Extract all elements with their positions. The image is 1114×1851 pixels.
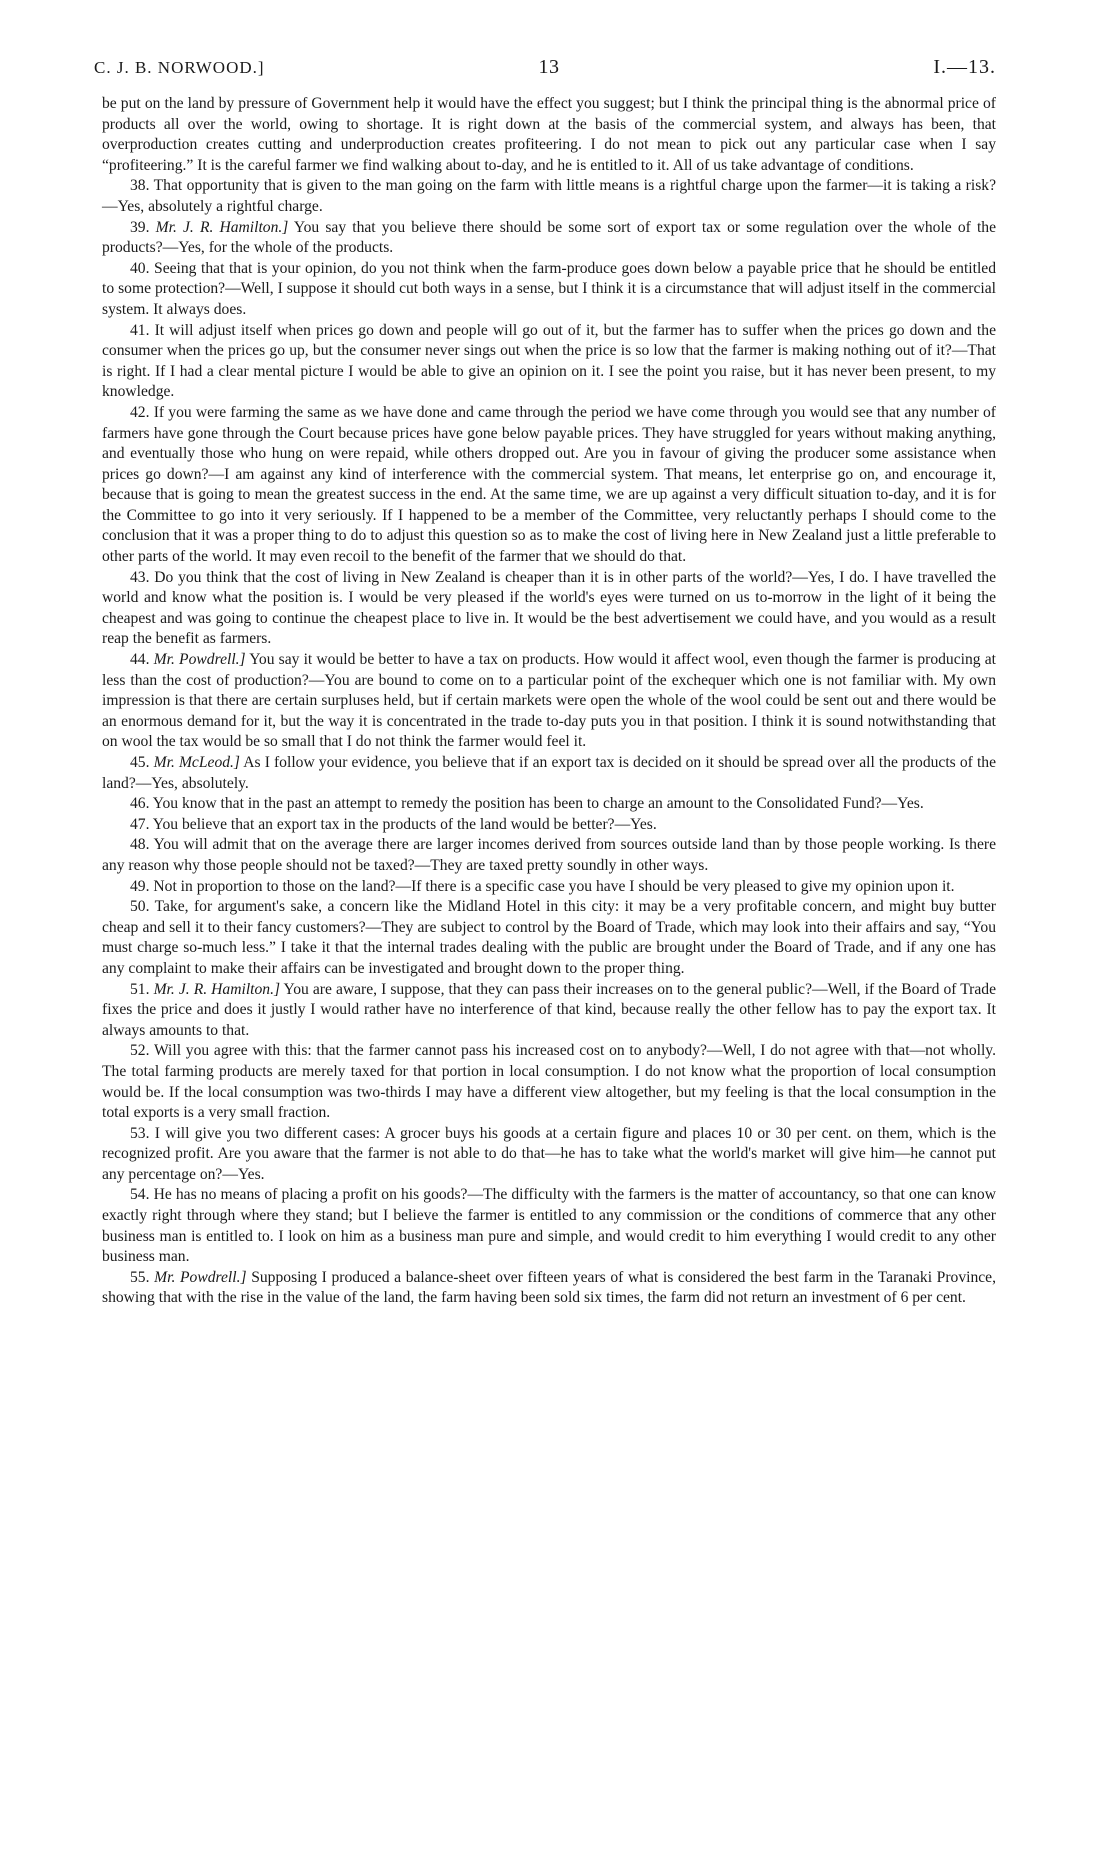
header-witness-name: C. J. B. NORWOOD.] [94, 58, 265, 77]
evidence-body [102, 94, 996, 1309]
question-40: 40. Seeing that that is your opinion, do you not think when the farm-produce goes down below a payable price that he should be entitled to some protection?—Well, I suppose it should cut both ways in a sense, but I think it is a circumstance that will adjust itself in the commercial system. It always does. [102, 259, 996, 318]
question-49: 49. Not in proportion to those on the land?—If there is a specific case you have I should be very pleased to give my opinion upon it. [130, 877, 955, 895]
speaker-name: Mr. J. R. Hamilton.] [153, 980, 281, 998]
question-47: 47. You believe that an export tax in the products of the land would be better?—Yes. [130, 815, 657, 833]
page-number: 13 [538, 56, 560, 78]
paragraph-continuation: be put on the land by pressure of Government help it would have the effect you suggest; but I think the principal thing is the abnormal price of products all over the world, owing to shortage. It is right down at the basis of the commercial system, and always has been, that overproduction creates cutting and underproduction creates profiteering. I do not mean to pick out any particular case when I say “profiteering.” It is the careful farmer we find walking about to-day, and he is entitled to it. All of us take advantage of conditions. [102, 95, 996, 174]
question-41: 41. It will adjust itself when prices go down and people will go out of it, but the farmer has to suffer when the prices go down and the consumer when the prices go up, but the consumer never sings out when the price is so low that the farmer is making nothing out of it?—That is right. If I had a clear mental picture I would be able to give an opinion on it. I see the point you raise, but it has never been present, to my knowledge. [102, 321, 996, 401]
question-42: 42. If you were farming the same as we have done and came through the period we have come through you would see that any number of farmers have gone through the Court because prices have gone below payable prices. They have struggled for years without making anything, and eventually those who hung on were repaid, while others dropped out. Are you in favour of giving the producer some assistance when prices go down?—I am against any kind of interference with the commercial system. That means, let enterprise go on, and encourage it, because that is going to mean the greatest success in the end. At the same time, we are up against a very difficult situation to-day, and it is for the Committee to go into it very seriously. If I happened to be a member of the Committee, very reluctantly perhaps I should come to the conclusion that it was a proper thing to do to adjust this question so as to make the cost of living here in New Zealand just a little preferable to other parts of the world. It may even recoil to the benefit of the farmer that we should do that. [102, 403, 996, 566]
question-52: 52. Will you agree with this: that the farmer cannot pass his increased cost on to anybody?—Well, I do not agree with that—not wholly. The total farming products are merely taxed for that portion in local consumption. I do not know what the proportion of local consumption would be. If the local consumption was two-thirds I may have a different view altogether, but my feeling is that the local consumption in the total exports is a very small fraction. [102, 1042, 996, 1122]
question-48: 48. You will admit that on the average there are larger incomes derived from sources outside land than by those people working. Is there any reason why those people should not be taxed?—They are taxed pretty soundly in other ways. [102, 836, 996, 874]
paper-reference: I.—13. [933, 56, 996, 78]
page-header [94, 56, 996, 90]
speaker-name: Mr. Powdrell.] [153, 651, 246, 669]
document-page [94, 56, 997, 1309]
question-51: 51. Mr. J. R. Hamilton.] You are aware, I suppose, that they can pass their increases on to the general public?—Well, if the Board of Trade fixes the price and does it justly I would rather have no interference of that kind, because really the other fellow has to pay the export tax. It always amounts to that. [102, 980, 997, 1039]
question-39: 39. Mr. J. R. Hamilton.] You say that you believe there should be some sort of export tax or some regulation over the whole of the products?—Yes, for the whole of the products. [102, 218, 996, 257]
question-53: 53. I will give you two different cases: A grocer buys his goods at a certain figure and places 10 or 30 per cent. on them, which is the recognized profit. Are you aware that the farmer is not able to do that—he has to take what the world's market will give him—he cannot put any percentage on?—Yes. [102, 1124, 996, 1183]
question-46: 46. You know that in the past an attempt to remedy the position has been to charge an amount to the Consolidated Fund?—Yes. [130, 795, 924, 813]
question-43: 43. Do you think that the cost of living in New Zealand is cheaper than it is in other parts of the world?—Yes, I do. I have travelled the world and know what the position is. I would be very pleased if the world's eyes were turned on us to-morrow in the light of it being the cheapest and was going to continue the cheapest place to live in. It would be the best advertisement we could have, and you would as a result reap the benefit as farmers. [102, 568, 996, 648]
speaker-name: Mr. J. R. Hamilton.] [155, 218, 289, 236]
question-55: 55. Mr. Powdrell.] Supposing I produced a balance-sheet over fifteen years of what is considered the best farm in the Taranaki Province, showing that with the rise in the value of the land, the farm having been sold six times, the farm did not return an investment of 6 per cent. [102, 1268, 997, 1307]
question-44: 44. Mr. Powdrell.] You say it would be better to have a tax on products. How would it affect wool, even though the farmer is producing at less than the cost of production?—You are bound to come on to a particular point of the exchequer which one is not familiar with. My own impression is that there are certain surpluses held, but if certain markets were open the whole of the wool could be sent out and there would be an enormous demand for it, but the way it is concentrated in the trade to-day puts you in that position. I think it is sound notwithstanding that on wool the tax would be so small that I do not think the farmer would feel it. [102, 651, 996, 751]
question-45: 45. Mr. McLeod.] As I follow your evidence, you believe that if an export tax is decided on it should be spread over all the products of the land?—Yes, absolutely. [102, 754, 996, 792]
speaker-name: Mr. McLeod.] [153, 754, 241, 771]
question-38: 38. That opportunity that is given to the man going on the farm with little means is a rightful charge upon the farmer—it is taking a risk?—Yes, absolutely a rightful charge. [102, 177, 996, 215]
question-54: 54. He has no means of placing a profit on his goods?—The difficulty with the farmers is the matter of accountancy, so that one can know exactly right through where they stand; but I believe the farmer is entitled to any commission or the conditions of commerce that any other business man is entitled to. I look on him as a business man pure and simple, and would credit to him everything I would credit to any other business man. [102, 1186, 996, 1266]
question-50: 50. Take, for argument's sake, a concern like the Midland Hotel in this city: it may be a very profitable concern, and might buy butter cheap and sell it to their fancy customers?—They are subject to control by the Board of Trade, which may look into their affairs and say, “You must charge so-much less.” I take it that the internal trades dealing with the public are brought under the Board of Trade, and if any one has any complaint to make their affairs can be investigated and brought down to the proper thing. [102, 898, 996, 977]
speaker-name: Mr. Powdrell.] [154, 1268, 247, 1286]
